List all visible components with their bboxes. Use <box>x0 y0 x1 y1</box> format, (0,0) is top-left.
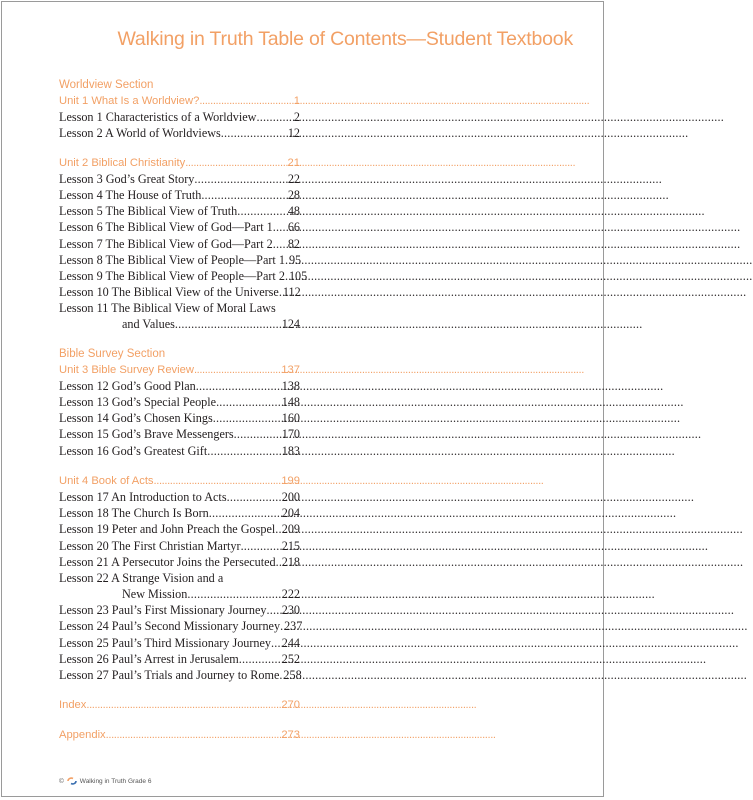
toc-lesson-label-continued: and Values <box>122 317 175 332</box>
toc-lesson-row[interactable] <box>59 109 300 125</box>
toc-page-number: 204 <box>281 506 300 521</box>
toc-lesson-label: Lesson 1 Characteristics of a Worldview <box>59 110 257 125</box>
toc-unit-1[interactable] <box>59 93 300 109</box>
dot-leader <box>234 426 282 442</box>
spacer <box>59 713 300 727</box>
toc-lesson-row[interactable] <box>59 236 300 252</box>
dot-leader <box>196 378 282 394</box>
spacer <box>59 683 300 697</box>
toc-page-number: 1 <box>293 95 300 107</box>
toc-index[interactable] <box>59 697 300 713</box>
table-of-contents <box>59 78 308 744</box>
toc-page-number: 137 <box>281 363 300 376</box>
toc-lesson-label: Lesson 2 A World of Worldviews <box>59 126 221 141</box>
toc-lesson-label: Lesson 25 Paul’s Third Missionary Journey <box>59 635 272 650</box>
toc-lesson-label: Lesson 13 God’s Special People <box>59 395 217 409</box>
dot-leader <box>194 171 287 187</box>
toc-lesson-row[interactable] <box>59 125 300 141</box>
dot-leader <box>201 187 288 203</box>
toc-lesson-label: Lesson 4 The House of Truth <box>59 187 202 202</box>
toc-lesson-label: Lesson 18 The Church Is Born <box>59 506 209 521</box>
toc-page-number: 230 <box>281 603 300 618</box>
toc-page-number: 160 <box>281 411 300 426</box>
dot-leader <box>239 651 282 667</box>
footer-text: Walking in Truth Grade 6 <box>79 777 152 785</box>
toc-lesson-label: Lesson 17 An Introduction to Acts <box>59 489 227 504</box>
toc-lesson-label: Lesson 20 The First Christian Martyr <box>59 538 241 553</box>
toc-lesson-row[interactable] <box>59 203 300 219</box>
toc-lesson-label: Lesson 5 The Biblical View of Truth <box>59 204 238 219</box>
dot-leader <box>187 586 281 602</box>
toc-page-number: 252 <box>281 651 300 666</box>
toc-unit-label: Unit 1 What Is a Worldview? <box>59 95 200 107</box>
toc-lesson-label: Lesson 10 The Biblical View of the Universe <box>59 285 279 300</box>
section-heading-bible-survey: Bible Survey Section <box>59 347 166 360</box>
toc-page-number: 170 <box>281 427 300 442</box>
dot-leader <box>273 236 288 252</box>
toc-lesson-row[interactable] <box>59 489 300 505</box>
spacer <box>59 333 300 347</box>
toc-lesson-row[interactable] <box>59 171 300 187</box>
toc-page-number: 183 <box>281 443 300 458</box>
toc-lesson-row[interactable] <box>59 187 300 203</box>
dot-leader <box>185 155 287 171</box>
page-footer <box>59 777 151 785</box>
toc-lesson-label[interactable]: Lesson 11 The Biblical View of Moral Laws <box>59 301 276 316</box>
toc-lesson-label: Lesson 15 God’s Brave Messengers <box>59 427 234 442</box>
toc-lesson-row[interactable] <box>59 586 300 602</box>
toc-page-number: 222 <box>281 587 300 602</box>
dot-leader <box>199 93 293 109</box>
toc-page-number: 112 <box>282 285 301 300</box>
toc-lesson-row[interactable] <box>59 667 300 683</box>
dot-leader <box>154 473 282 489</box>
toc-page-number: 48 <box>287 204 300 219</box>
dot-leader <box>175 316 282 332</box>
toc-lesson-row[interactable] <box>59 410 300 426</box>
toc-lesson-row[interactable] <box>59 635 300 651</box>
dot-leader <box>227 489 282 505</box>
toc-lesson-row[interactable] <box>59 316 300 332</box>
page-title: Walking in Truth Table of Contents—Student Textbook <box>117 28 573 50</box>
toc-lesson-label: Lesson 3 God’s Great Story <box>59 171 195 186</box>
toc-page-number: 218 <box>281 554 300 569</box>
dot-leader <box>237 203 288 219</box>
toc-page-number: 66 <box>287 220 300 235</box>
toc-lesson-label: Lesson 19 Peter and John Preach the Gospel <box>59 522 276 537</box>
toc-page-number: 273 <box>281 729 300 742</box>
toc-lesson-row[interactable] <box>59 394 300 410</box>
toc-index-label: Index <box>59 699 87 712</box>
toc-page-number: 95 <box>288 252 302 267</box>
toc-page-number: 28 <box>287 187 300 202</box>
toc-lesson-label: Lesson 14 God’s Chosen Kings <box>59 411 213 426</box>
toc-lesson-label: Lesson 9 The Biblical View of People—Part 2 <box>59 268 285 283</box>
toc-page-number: 148 <box>281 395 300 409</box>
toc-page-number: 270 <box>281 699 300 712</box>
dot-leader <box>241 538 282 554</box>
toc-lesson-row[interactable] <box>59 426 300 442</box>
toc-unit-label: Unit 3 Bible Survey Review <box>59 363 194 376</box>
section-heading-worldview: Worldview Section <box>59 79 154 91</box>
toc-page-number: 12 <box>287 126 300 141</box>
dot-leader <box>267 602 282 618</box>
toc-lesson-label: Lesson 23 Paul’s First Missionary Journey <box>59 603 267 618</box>
toc-lesson-row[interactable] <box>59 378 300 394</box>
toc-unit-label: Unit 4 Book of Acts <box>59 474 154 487</box>
toc-lesson-label: Lesson 24 Paul’s Second Missionary Journey <box>59 619 281 634</box>
toc-lesson-label: Lesson 27 Paul’s Trials and Journey to Rome <box>59 668 280 682</box>
toc-page-number: 105 <box>288 268 308 283</box>
toc-lesson-row[interactable] <box>59 618 303 634</box>
dot-leader <box>209 505 282 521</box>
toc-page-number: 244 <box>281 635 300 650</box>
dot-leader <box>207 443 281 459</box>
toc-lesson-row[interactable] <box>59 538 300 554</box>
toc-lesson-row[interactable] <box>59 602 300 618</box>
toc-page-number: 200 <box>281 489 300 504</box>
toc-lesson-row[interactable] <box>59 268 308 284</box>
spacer <box>59 459 300 473</box>
toc-lesson-label: Lesson 12 God’s Good Plan <box>59 378 196 393</box>
toc-page-number: 237 <box>284 619 303 634</box>
toc-lesson-row[interactable] <box>59 505 300 521</box>
copyright-symbol: © <box>59 777 64 785</box>
toc-lesson-row[interactable] <box>59 651 300 667</box>
toc-page-number: 22 <box>287 171 300 186</box>
publisher-logo-icon <box>67 777 77 785</box>
toc-page-number: 215 <box>281 538 300 553</box>
dot-leader <box>213 410 282 426</box>
dot-leader <box>273 219 288 235</box>
toc-page-number: 2 <box>293 110 300 125</box>
dot-leader <box>216 394 282 410</box>
toc-lesson-row[interactable] <box>59 554 300 570</box>
toc-page-number: 199 <box>281 474 300 487</box>
toc-lesson-label[interactable]: Lesson 22 A Strange Vision and a <box>59 570 224 585</box>
toc-lesson-label: Lesson 8 The Biblical View of People—Part 1 <box>59 252 285 267</box>
toc-unit-3[interactable] <box>59 362 300 378</box>
toc-lesson-row[interactable] <box>59 284 300 300</box>
dot-leader <box>271 635 282 651</box>
toc-unit-4[interactable] <box>59 473 300 489</box>
dot-leader <box>106 727 282 743</box>
toc-lesson-label: Lesson 26 Paul’s Arrest in Jerusalem <box>59 651 239 666</box>
dot-leader <box>194 362 281 378</box>
toc-page-number: 258 <box>283 668 302 682</box>
toc-unit-label: Unit 2 Biblical Christianity <box>59 156 186 169</box>
toc-lesson-label-continued: New Mission <box>122 587 188 602</box>
toc-unit-2[interactable] <box>59 155 300 171</box>
dot-leader <box>221 125 288 141</box>
toc-page-number: 82 <box>287 236 300 251</box>
toc-lesson-row[interactable] <box>59 521 300 537</box>
toc-lesson-label: Lesson 16 God’s Greatest Gift <box>59 443 208 458</box>
toc-appendix[interactable] <box>59 727 300 743</box>
toc-lesson-label: Lesson 21 A Persecutor Joins the Persecuted <box>59 554 276 569</box>
toc-lesson-row[interactable] <box>59 219 300 235</box>
toc-page-number: 21 <box>287 156 300 169</box>
toc-lesson-row[interactable] <box>59 443 300 459</box>
toc-lesson-label: Lesson 6 The Biblical View of God—Part 1 <box>59 220 273 235</box>
toc-page-number: 209 <box>281 522 300 537</box>
dot-leader <box>256 109 293 125</box>
toc-lesson-row[interactable] <box>59 252 300 268</box>
toc-lesson-label: Lesson 7 The Biblical View of God—Part 2 <box>59 236 273 251</box>
toc-page-number: 124 <box>281 317 300 332</box>
toc-appendix-label: Appendix <box>59 729 106 742</box>
spacer <box>59 142 300 155</box>
dot-leader <box>86 697 281 713</box>
toc-page-number: 138 <box>281 378 300 393</box>
